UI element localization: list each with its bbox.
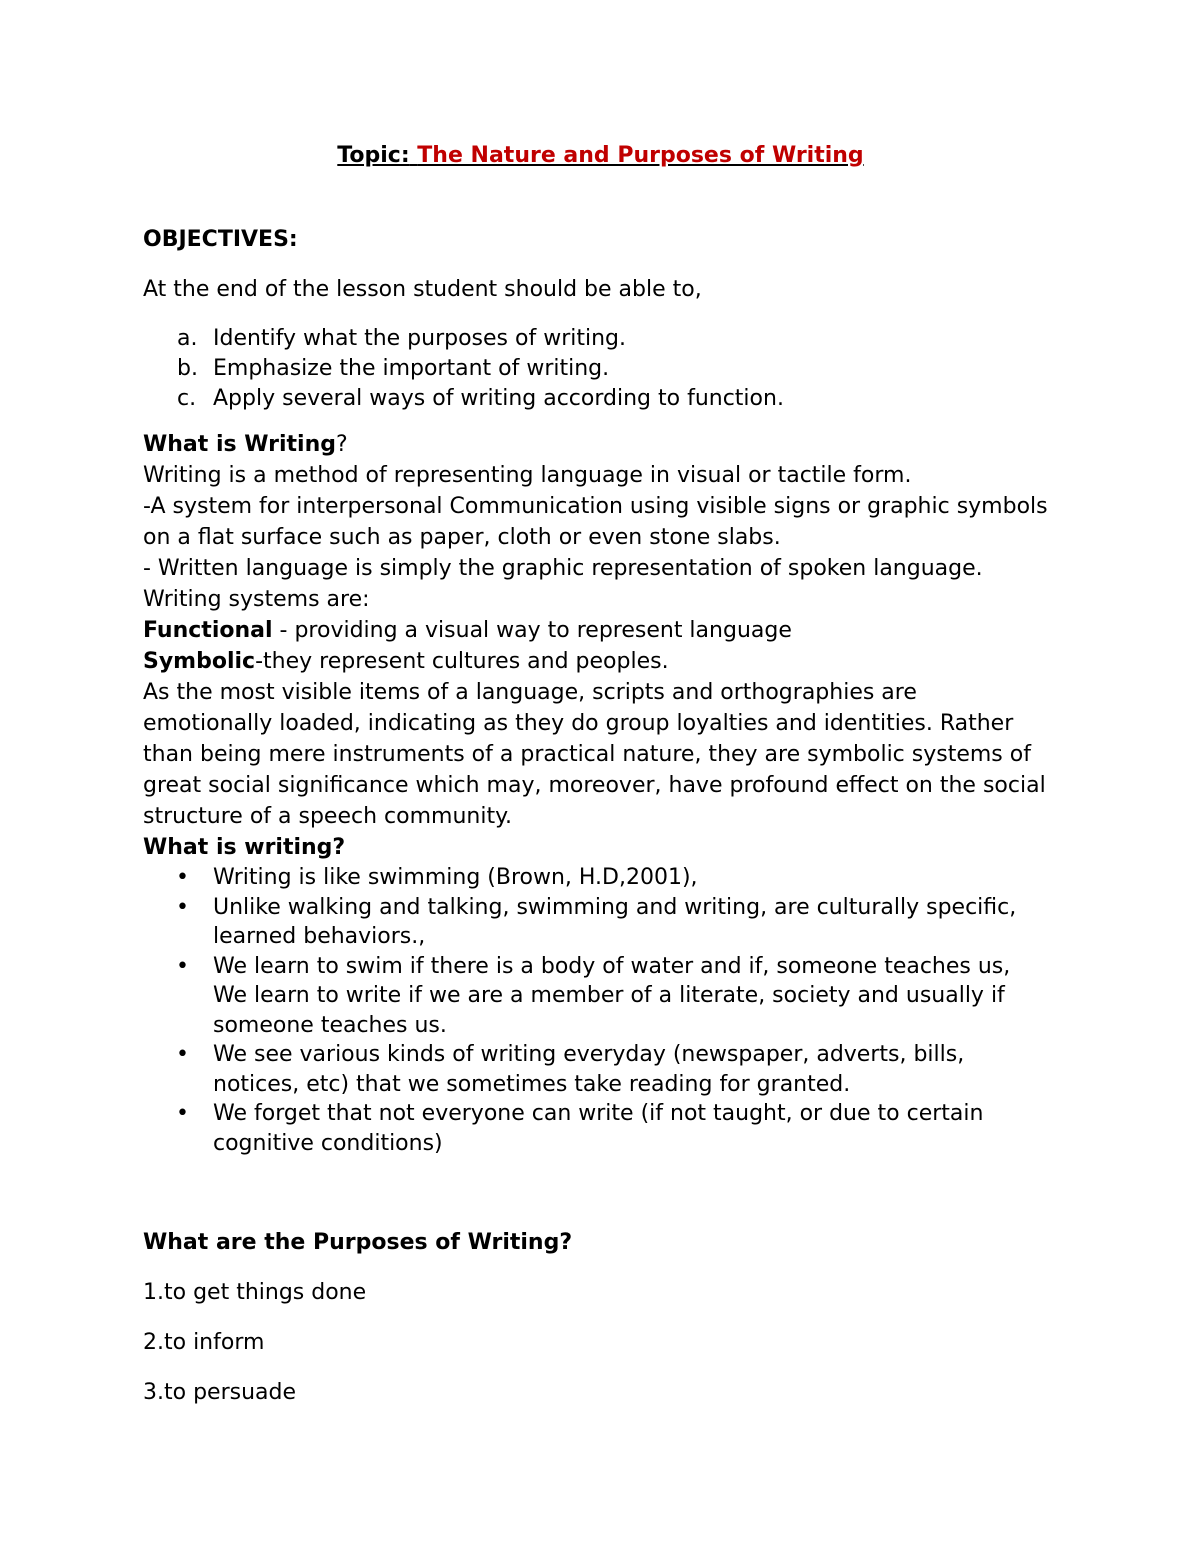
symbolic-text: -they represent cultures and peoples. <box>255 649 669 674</box>
writing-system-text: -A system for interpersonal Communication using visible signs or graphic symbols on a flat surface such as paper, cloth or even stone slabs. <box>143 494 1048 550</box>
purpose-item: 1.to get things done <box>143 1280 367 1305</box>
list-item <box>143 893 1050 952</box>
bullet-icon: • <box>176 1101 189 1126</box>
objective-item <box>143 384 1050 414</box>
functional-line <box>143 615 1050 646</box>
bullet-icon: • <box>176 1042 189 1067</box>
list-item <box>143 952 1050 1041</box>
purpose-item: 3.to persuade <box>143 1380 297 1405</box>
bullet-text: We see various kinds of writing everyday (newspaper, adverts, bills, notices, etc) that we sometimes take reading for granted. <box>213 1042 965 1097</box>
functional-text: - providing a visual way to represent language <box>272 618 792 643</box>
symbolic-line <box>143 646 1050 677</box>
purpose-item: 2.to inform <box>143 1330 265 1355</box>
heading-bold-text: What is Writing <box>143 432 336 457</box>
bullet-text: We forget that not everyone can write (if not taught, or due to certain cognitive conditions) <box>213 1101 984 1156</box>
what-is-writing-section <box>143 429 1050 832</box>
bullet-icon: • <box>176 865 189 890</box>
objectives-intro: At the end of the lesson student should be able to, <box>143 277 702 302</box>
list-item <box>143 1099 1050 1158</box>
objective-marker: b. <box>177 356 198 381</box>
page-title <box>143 140 1050 171</box>
objectives-list <box>143 324 1050 414</box>
purposes-heading: What are the Purposes of Writing? <box>143 1230 573 1255</box>
writing-bullet-list <box>143 863 1050 1158</box>
writing-systems-intro: Writing systems are: <box>143 587 370 612</box>
bullet-icon: • <box>176 894 189 920</box>
bullet-icon: • <box>176 953 189 979</box>
objective-item <box>143 354 1050 384</box>
title-text: The Nature and Purposes of Writing <box>417 143 864 168</box>
what-is-writing-heading-2: What is writing? <box>143 835 346 860</box>
symbolic-term: Symbolic <box>143 649 256 674</box>
objective-text: Identify what the purposes of writing. <box>213 326 626 351</box>
title-label: Topic: <box>337 143 410 168</box>
list-item <box>143 1040 1050 1099</box>
heading-tail: ? <box>335 432 348 457</box>
written-language-text: - Written language is simply the graphic representation of spoken language. <box>143 556 983 581</box>
objectives-heading: OBJECTIVES: <box>143 227 298 252</box>
objective-text: Apply several ways of writing according to function. <box>213 386 784 411</box>
bullet-text: Writing is like swimming (Brown, H.D,2001), <box>213 865 698 890</box>
bullet-text: Unlike walking and talking, swimming and writing, are culturally specific, learned behaviors., <box>213 894 1017 949</box>
objective-marker: c. <box>177 386 197 411</box>
what-is-writing-heading <box>143 429 1050 460</box>
scripts-paragraph: As the most visible items of a language, scripts and orthographies are emotionally loaded, indicating as they do group loyalties and identities. Rather than being mere instruments of a practical nature, they are symbolic systems of great social significance which may, moreover, have profound effect on the social structure of a speech community. <box>143 680 1046 829</box>
objective-marker: a. <box>177 326 198 351</box>
functional-term: Functional <box>143 618 273 643</box>
objective-text: Emphasize the important of writing. <box>213 356 610 381</box>
writing-definition: Writing is a method of representing language in visual or tactile form. <box>143 463 912 488</box>
list-item <box>143 863 1050 893</box>
objective-item <box>143 324 1050 354</box>
bullet-text: We learn to swim if there is a body of water and if, someone teaches us, We learn to write if we are a member of a literate, society and usually if someone teaches us. <box>213 953 1011 1038</box>
